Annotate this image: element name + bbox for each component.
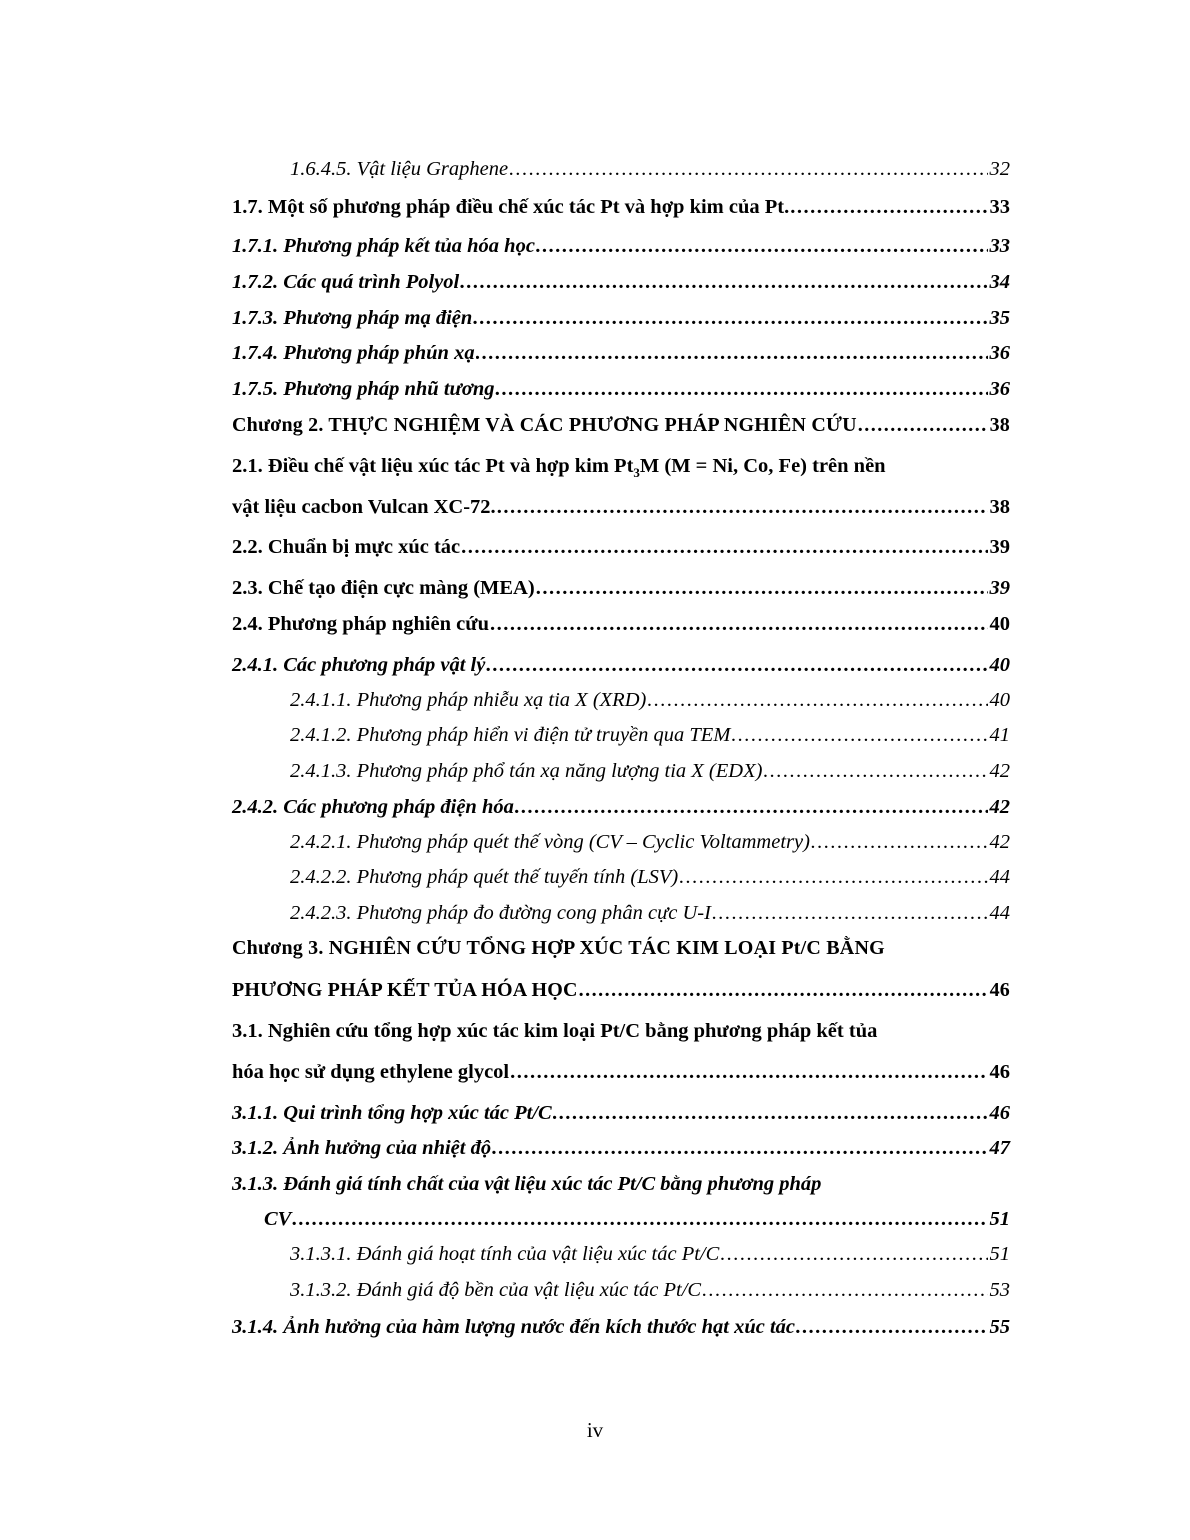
toc-entry-page: 42 [989,831,1010,853]
toc-entry-3-1-2[interactable] [232,1133,1010,1163]
toc-entry-page: 36 [989,342,1010,364]
toc-entry-page: 44 [989,902,1010,924]
toc-entry-title: 2.4.2. Các phương pháp điện hóa [232,796,514,818]
dot-leader [460,267,987,297]
toc-entry-chapter-2[interactable] [232,410,1010,440]
toc-entry-page: 34 [989,271,1010,293]
dot-leader [712,898,988,928]
dot-leader [461,532,987,562]
toc-entry-2-4-2-3[interactable] [290,898,1010,928]
dot-leader [492,1133,987,1163]
subscript: 3 [633,465,640,481]
toc-entry-title: 2.4. Phương pháp nghiên cứu [232,613,489,635]
toc-entry-1-6-4-5[interactable] [290,154,1010,184]
toc-entry-title: 1.7.5. Phương pháp nhũ tương [232,378,495,400]
page-number: iv [586,1418,604,1442]
toc-entry-1-7-3[interactable] [232,303,1010,333]
toc-entry-page: 33 [989,235,1010,257]
toc-entry-2-4-1-2[interactable] [290,720,1010,750]
toc-entry-title: 1.7.3. Phương pháp mạ điện [232,307,473,329]
toc-entry-2-2[interactable] [232,532,1010,562]
toc-entry-title: 3.1.1. Qui trình tổng hợp xúc tác Pt/C [232,1102,552,1124]
toc-entry-page: 40 [989,654,1010,676]
dot-leader [509,154,987,184]
toc-entry-title: Chương 2. THỰC NGHIỆM VÀ CÁC PHƯƠNG PHÁP NGHIÊN CỨU [232,414,857,436]
dot-leader [486,650,987,680]
dot-leader [702,1275,987,1305]
dot-leader [473,303,987,333]
toc-entry-page: 42 [989,796,1010,818]
dot-leader [796,1312,987,1342]
toc-entry-page: 42 [989,760,1010,782]
toc-entry-1-7-2[interactable] [232,267,1010,297]
dot-leader [731,720,987,750]
toc-entry-page: 39 [989,577,1010,599]
toc-entry-1-7-4[interactable] [232,338,1010,368]
toc-entry-page: 40 [989,689,1010,711]
dot-leader [647,685,987,715]
toc-entry-page: 46 [989,979,1010,1001]
toc-entry-page: 53 [989,1279,1010,1301]
toc-entry-chapter-3-line1[interactable]: Chương 3. NGHIÊN CỨU TỔNG HỢP XÚC TÁC KIM LOẠI Pt/C BẰNG [232,937,885,959]
toc-entry-title: 3.1.2. Ảnh hưởng của nhiệt độ [232,1137,492,1159]
toc-entry-2-4-1[interactable] [232,650,1010,680]
toc-entry-2-3[interactable] [232,573,1010,603]
toc-entry-title: CV [264,1208,292,1230]
toc-entry-2-4-2[interactable] [232,792,1010,822]
dot-leader [763,756,987,786]
toc-entry-3-1-4[interactable] [232,1312,1010,1342]
toc-entry-title-part: 2.1. Điều chế vật liệu xúc tác Pt và hợp kim Pt [232,455,634,477]
toc-entry-page: 35 [989,307,1010,329]
toc-entry-3-1-3-line2[interactable] [264,1204,1010,1234]
toc-entry-1-7-1[interactable] [232,231,1010,261]
dot-leader [292,1204,987,1234]
toc-entry-title: 1.6.4.5. Vật liệu Graphene [290,158,509,180]
toc-entry-2-1-line1[interactable] [232,451,1010,481]
toc-entry-title: 3.1.4. Ảnh hưởng của hàm lượng nước đến kích thước hạt xúc tác [232,1316,796,1338]
toc-entry-page: 39 [989,536,1010,558]
toc-entry-2-4-2-2[interactable] [290,862,1010,892]
toc-entry-title: 2.4.1.1. Phương pháp nhiễu xạ tia X (XRD) [290,689,647,711]
toc-entry-page: 32 [989,158,1010,180]
toc-entry-title: 2.4.2.1. Phương pháp quét thế vòng (CV – Cyclic Voltammetry) [290,831,810,853]
toc-entry-title: 2.3. Chế tạo điện cực màng (MEA) [232,577,535,599]
toc-entry-title: PHƯƠNG PHÁP KẾT TỦA HÓA HỌC [232,979,578,1001]
toc-entry-1-7-5[interactable] [232,374,1010,404]
toc-entry-1-7[interactable] [232,192,1010,222]
toc-entry-title: 1.7.4. Phương pháp phún xạ [232,342,475,364]
toc-entry-chapter-3-line2[interactable] [232,975,1010,1005]
dot-leader [858,410,988,440]
toc-entry-2-4-1-3[interactable] [290,756,1010,786]
dot-leader [536,231,988,261]
toc-entry-page: 46 [989,1061,1010,1083]
toc-entry-page: 47 [989,1137,1010,1159]
toc-entry-title: 2.4.1.2. Phương pháp hiển vi điện tử truyền qua TEM [290,724,731,746]
toc-entry-title: 2.4.1. Các phương pháp vật lý [232,654,486,676]
dot-leader [476,338,988,368]
toc-entry-2-4-1-1[interactable] [290,685,1010,715]
toc-entry-page: 36 [989,378,1010,400]
dot-leader [553,1098,988,1128]
dot-leader [790,192,987,222]
toc-entry-page: 55 [989,1316,1010,1338]
dot-leader [495,374,987,404]
toc-entry-page: 41 [989,724,1010,746]
toc-entry-title: 2.4.1.3. Phương pháp phổ tán xạ năng lượng tia X (EDX) [290,760,763,782]
toc-entry-title: 1.7. Một số phương pháp điều chế xúc tác Pt và hợp kim của Pt. [232,196,790,218]
dot-leader [510,1057,987,1087]
toc-entry-page: 46 [989,1102,1010,1124]
toc-entry-2-1-line2[interactable] [232,492,1010,522]
dot-leader [720,1239,987,1269]
dot-leader [811,827,988,857]
toc-entry-title: 3.1.3.2. Đánh giá độ bền của vật liệu xúc tác Pt/C [290,1279,702,1301]
dot-leader [579,975,988,1005]
toc-entry-page: 40 [989,613,1010,635]
toc-entry-page: 38 [989,496,1010,518]
toc-entry-3-1-3-1[interactable] [290,1239,1010,1269]
toc-entry-title: hóa học sử dụng ethylene glycol [232,1061,510,1083]
toc-entry-page: 38 [989,414,1010,436]
toc-entry-3-1-3-2[interactable] [290,1275,1010,1305]
toc-entry-page: 44 [989,866,1010,888]
toc-entry-title: 1.7.2. Các quá trình Polyol [232,271,460,293]
toc-entry-title-part: M (M = Ni, Co, Fe) trên nền [639,455,886,477]
toc-entry-title: vật liệu cacbon Vulcan XC-72. [232,496,496,518]
toc-entry-2-4-2-1[interactable] [290,827,1010,857]
toc-entry-3-1-line2[interactable] [232,1057,1010,1087]
toc-entry-2-4[interactable] [232,609,1010,639]
dot-leader [679,862,987,892]
toc-entry-title: 1.7.1. Phương pháp kết tủa hóa học [232,235,535,257]
toc-entry-title: 2.4.2.2. Phương pháp quét thế tuyến tính (LSV) [290,866,679,888]
toc-entry-title: 2.4.2.3. Phương pháp đo đường cong phân cực U-I [290,902,711,924]
toc-entry-3-1-1[interactable] [232,1098,1010,1128]
toc-entry-page: 33 [989,196,1010,218]
dot-leader [536,573,988,603]
dot-leader [515,792,988,822]
toc-entry-title: 3.1.3.1. Đánh giá hoạt tính của vật liệu xúc tác Pt/C [290,1243,720,1265]
toc-entry-page: 51 [989,1243,1010,1265]
dot-leader [490,609,988,639]
toc-entry-3-1-3-line1[interactable]: 3.1.3. Đánh giá tính chất của vật liệu xúc tác Pt/C bằng phương pháp [232,1173,822,1195]
toc-entry-page: 51 [989,1208,1010,1230]
toc-entry-title: 2.2. Chuẩn bị mực xúc tác [232,536,461,558]
toc-entry-3-1-line1[interactable]: 3.1. Nghiên cứu tổng hợp xúc tác kim loại Pt/C bằng phương pháp kết tủa [232,1020,878,1042]
dot-leader [497,492,988,522]
